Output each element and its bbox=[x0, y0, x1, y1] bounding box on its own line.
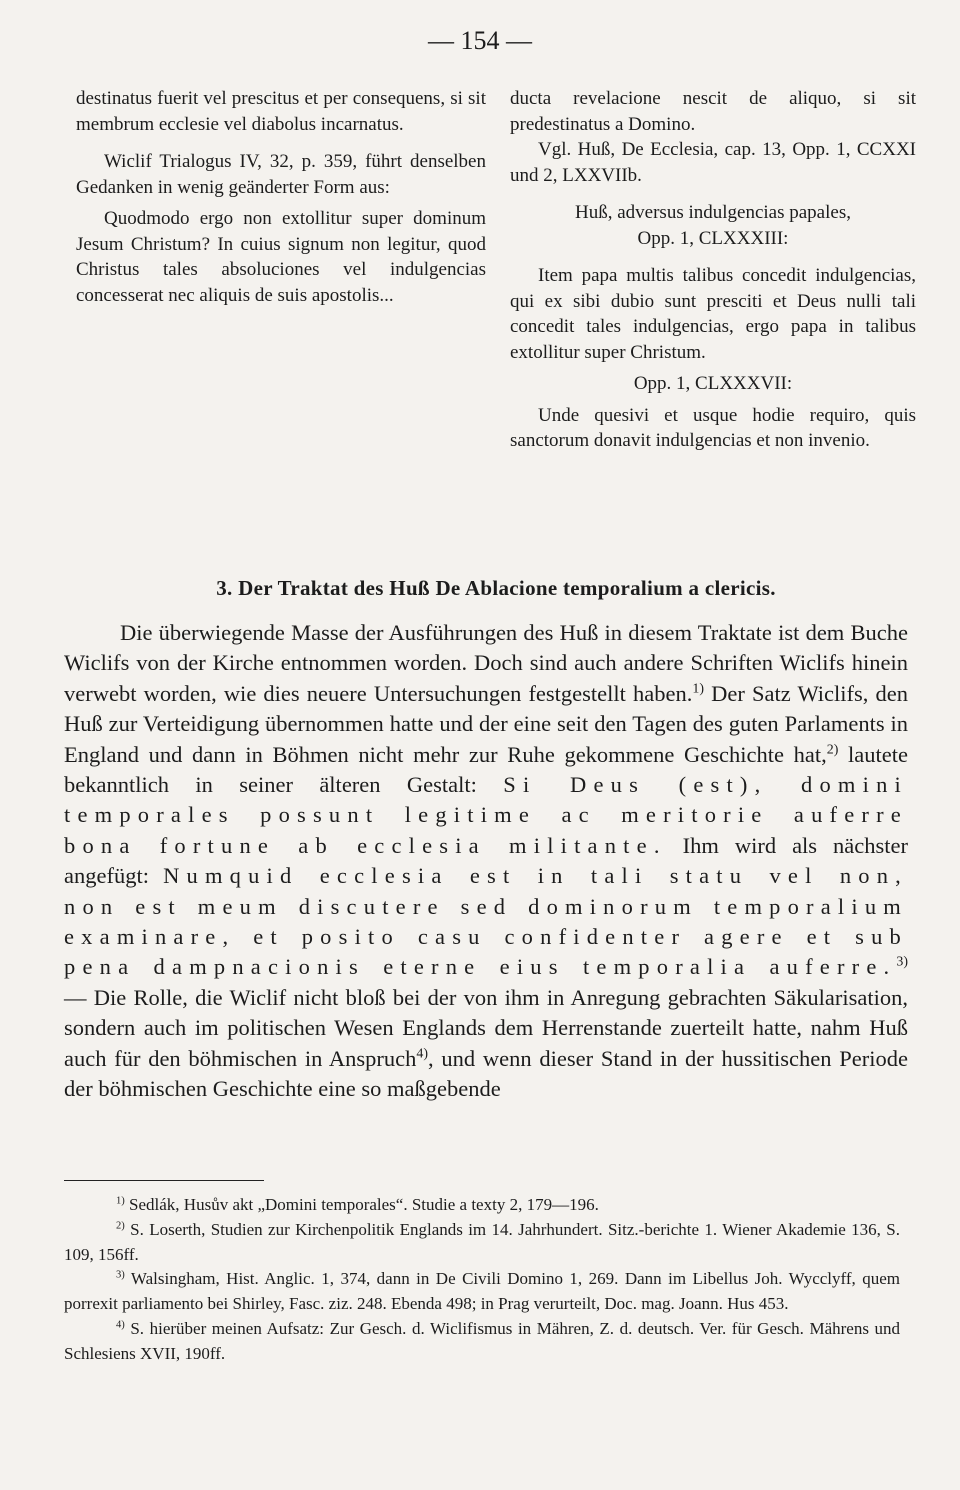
page-number: — 154 — bbox=[428, 26, 532, 55]
section-heading: 3. Der Traktat des Huß De Ablacione temporalium a clericis. bbox=[216, 576, 776, 600]
right-reference-paragraph: Vgl. Huß, De Ecclesia, cap. 13, Opp. 1, CCXXI und 2, LXXVIIb. bbox=[510, 139, 916, 186]
left-reference-paragraph: Wiclif Trialogus IV, 32, p. 359, führt denselben Gedanken in wenig geänderter Form aus: bbox=[76, 151, 486, 198]
right-reference-line: Opp. 1, CLXXXIII: bbox=[637, 227, 789, 249]
right-reference-line: Opp. 1, CLXXXVII: bbox=[633, 373, 793, 394]
footnote bbox=[64, 1267, 900, 1317]
right-quote-paragraph: Unde quesivi et usque hodie requiro, quis sanctorum donavit indulgencias et non invenio. bbox=[510, 404, 916, 451]
footnote bbox=[64, 1193, 900, 1218]
body-text: , und wenn dieser Stand in der hussitischen Periode der böhmischen Geschichte eine so maßgebende bbox=[64, 1045, 908, 1102]
footnote-ref: 2) bbox=[826, 742, 839, 758]
footnote-ref: 1) bbox=[692, 681, 705, 697]
footnote bbox=[64, 1317, 900, 1367]
footnote-mark: 2) bbox=[116, 1220, 125, 1232]
footnote-ref: 4) bbox=[416, 1046, 429, 1062]
left-quote-column bbox=[76, 86, 486, 308]
spaced-latin-quote: Numquid ecclesia est in tali statu vel non, non est meum discutere sed dominorum temporalium examinare, et posito casu confidenter agere et sub pena dampnacionis eterne eius temporalia auferre. bbox=[64, 863, 909, 980]
body-text: — Die Rolle, die Wiclif nicht bloß bei der von ihm in Anregung gebrachten Säkularisation, sondern auch im politischen Wesen Englands dem Herrenstande zuerteilt hatte, nahm Huß auch für den böhmischen in Anspruch bbox=[64, 984, 908, 1071]
main-text bbox=[64, 618, 908, 1105]
body-text: lautete bekanntlich in seiner älteren Gestalt: bbox=[64, 741, 908, 798]
footnote-text: S. hierüber meinen Aufsatz: Zur Gesch. d. Wiclifismus in Mähren, Z. d. deutsch. Ver. für Gesch. Mährens und Schlesiens XVII, 190ff. bbox=[64, 1318, 900, 1363]
right-quote-paragraph: Item papa multis talibus concedit indulgencias, qui ex sibi dubio sunt presciti et Deus nulli tali concedit tales indulgencias, ergo papa in talibus extollitur super Christum. bbox=[510, 265, 916, 363]
right-quote-paragraph: ducta revelacione nescit de aliquo, si sit predestinatus a Domino. bbox=[510, 88, 916, 135]
left-quote-paragraph: Quodmodo ergo non extollitur super dominum Jesum Christum? In cuius signum non legitur, quod Christus tales absoluciones vel indulgencias concesserat nec aliquis de suis apostolis... bbox=[76, 208, 486, 306]
footnote-ref: 3) bbox=[896, 954, 908, 970]
left-quote-paragraph: destinatus fuerit vel prescitus et per consequens, si sit membrum ecclesie vel diabolus incarnatus. bbox=[76, 88, 486, 135]
footnotes bbox=[64, 1193, 900, 1367]
body-text: Ihm wird als nächster angefügt: bbox=[64, 832, 908, 889]
footnote-divider bbox=[64, 1180, 264, 1181]
body-text: Der Satz Wiclifs, den Huß zur Verteidigung übernommen hatte und der eine seit den Tagen des guten Parlaments in England und dann in Böhmen nicht mehr zur Ruhe gekommene Geschichte hat, bbox=[64, 680, 908, 767]
footnote-mark: 4) bbox=[116, 1319, 125, 1331]
spaced-latin-quote: Si Deus (est), domini temporales possunt legitime ac meritorie auferre bona fortune ab ecclesia militante. bbox=[64, 772, 908, 858]
right-quote-column bbox=[510, 86, 916, 454]
footnote bbox=[64, 1218, 900, 1268]
footnote-text: Walsingham, Hist. Anglic. 1, 374, dann in De Civili Domino 1, 269. Dann im Libellus Joh. Wycclyff, quem porrexit parliamento bei Shirley, Fasc. ziz. 248. Ebenda 498; in Prag verurteilt, Doc. mag. Joann. Hus 453. bbox=[64, 1269, 900, 1314]
footnote-mark: 1) bbox=[116, 1195, 125, 1207]
right-reference-line: Huß, adversus indulgencias papales, bbox=[575, 202, 851, 223]
footnote-text: Sedlák, Husův akt „Domini temporales“. Studie a texty 2, 179—196. bbox=[124, 1195, 599, 1214]
footnote-text: S. Loserth, Studien zur Kirchenpolitik Englands im 14. Jahrhundert. Sitz.-berichte 1. Wiener Akademie 136, S. 109, 156ff. bbox=[64, 1219, 900, 1264]
body-text: Die überwiegende Masse der Ausführungen des Huß in diesem Traktate ist dem Buche Wiclifs von der Kirche entnommen worden. Doch sind auch andere Schriften Wiclifs hinein verwebt worden, wie dies neuere Untersuchungen festgestellt haben. bbox=[64, 620, 908, 706]
footnote-mark: 3) bbox=[116, 1269, 125, 1281]
main-paragraph bbox=[64, 618, 908, 1105]
